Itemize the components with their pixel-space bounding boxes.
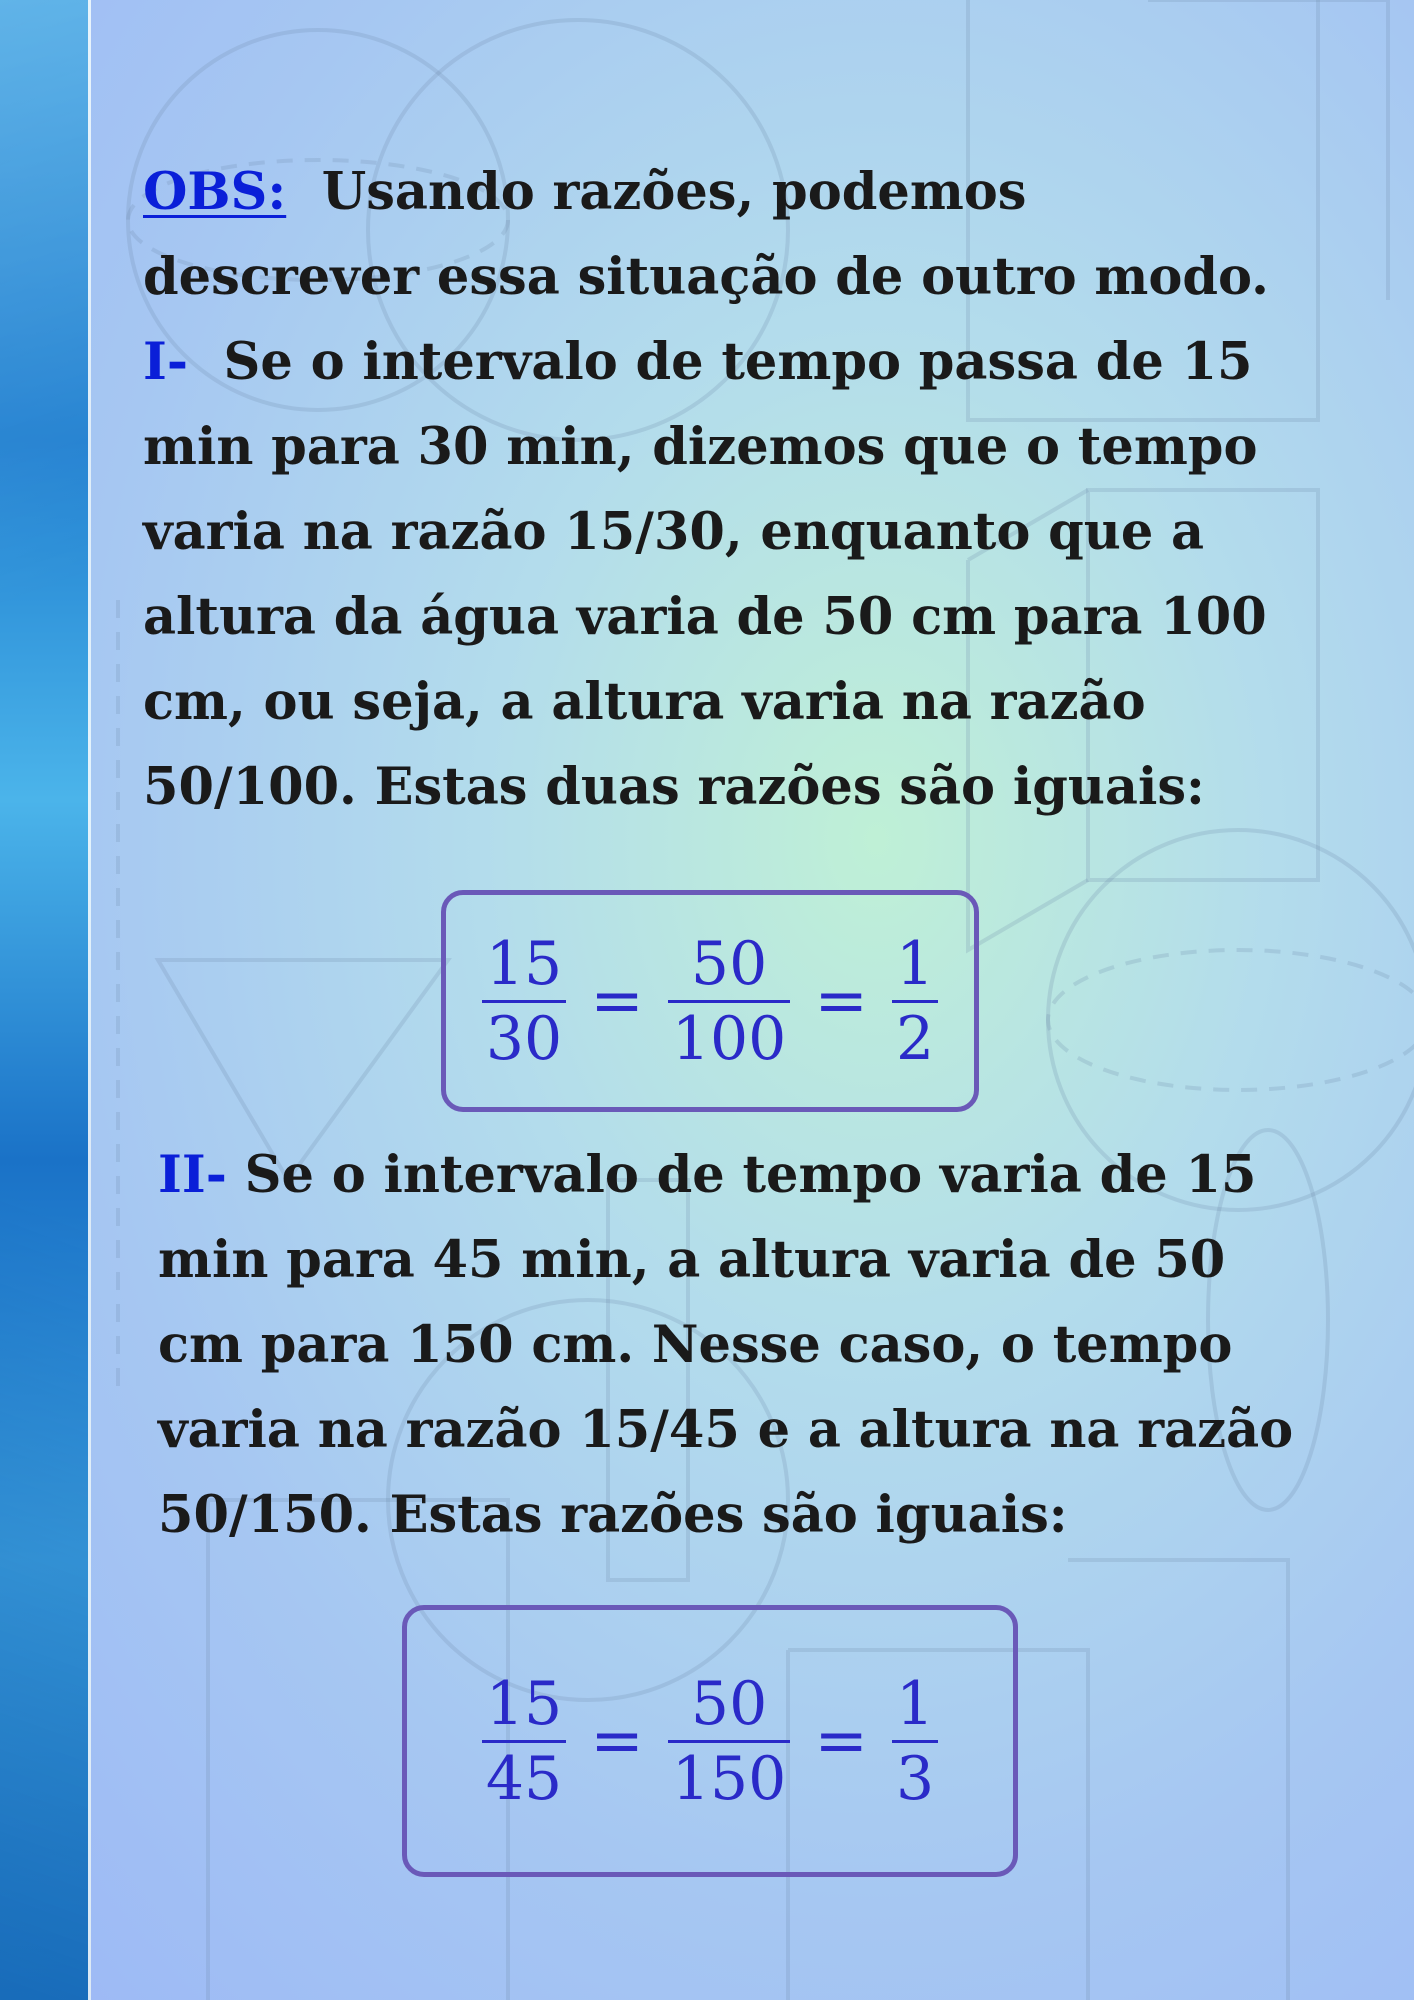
equation-box-1	[441, 890, 979, 1112]
fraction-1a	[482, 928, 566, 1075]
fraction-denominator: 45	[485, 1743, 563, 1814]
content-area-2	[158, 1133, 1308, 1558]
equation-box-2	[402, 1605, 1018, 1877]
fraction-denominator: 150	[671, 1743, 787, 1814]
fraction-1b	[668, 928, 791, 1075]
item1-label: I-	[143, 332, 189, 392]
item1-paragraph	[143, 320, 1293, 830]
equals-sign: =	[590, 964, 644, 1038]
equals-sign: =	[814, 1704, 868, 1778]
fraction-numerator: 1	[895, 1668, 935, 1739]
equals-sign: =	[590, 1704, 644, 1778]
fraction-denominator: 100	[671, 1003, 787, 1074]
item2-label: II-	[158, 1145, 227, 1205]
fraction-denominator: 3	[895, 1743, 935, 1814]
obs-label: OBS:	[143, 162, 287, 222]
fraction-numerator: 15	[485, 928, 563, 999]
fraction-numerator: 50	[690, 1668, 768, 1739]
fraction-1c	[892, 928, 938, 1075]
fraction-numerator: 1	[895, 928, 935, 999]
fraction-2a	[482, 1668, 566, 1815]
item2-paragraph	[158, 1133, 1308, 1558]
decorative-blue-strip	[0, 0, 91, 2000]
fraction-denominator: 30	[485, 1003, 563, 1074]
fraction-denominator: 2	[895, 1003, 935, 1074]
item1-text: Se o intervalo de tempo passa de 15 min para 30 min, dizemos que o tempo varia na razão 15/30, enquanto que a altura da água varia de 50 cm para 100 cm, ou seja, a altura varia na razão 50/100. Estas duas razões são iguais:	[143, 332, 1267, 817]
equals-sign: =	[814, 964, 868, 1038]
obs-paragraph	[143, 150, 1293, 320]
fraction-2c	[892, 1668, 938, 1815]
item2-text: Se o intervalo de tempo varia de 15 min para 45 min, a altura varia de 50 cm para 150 cm. Nesse caso, o tempo varia na razão 15/45 e a altura na razão 50/150. Estas razões são iguais:	[158, 1145, 1294, 1545]
fraction-2b	[668, 1668, 791, 1815]
fraction-numerator: 50	[690, 928, 768, 999]
obs-text: Usando razões, podemos descrever essa situação de outro modo.	[143, 162, 1269, 307]
fraction-numerator: 15	[485, 1668, 563, 1739]
content-area	[143, 150, 1293, 830]
